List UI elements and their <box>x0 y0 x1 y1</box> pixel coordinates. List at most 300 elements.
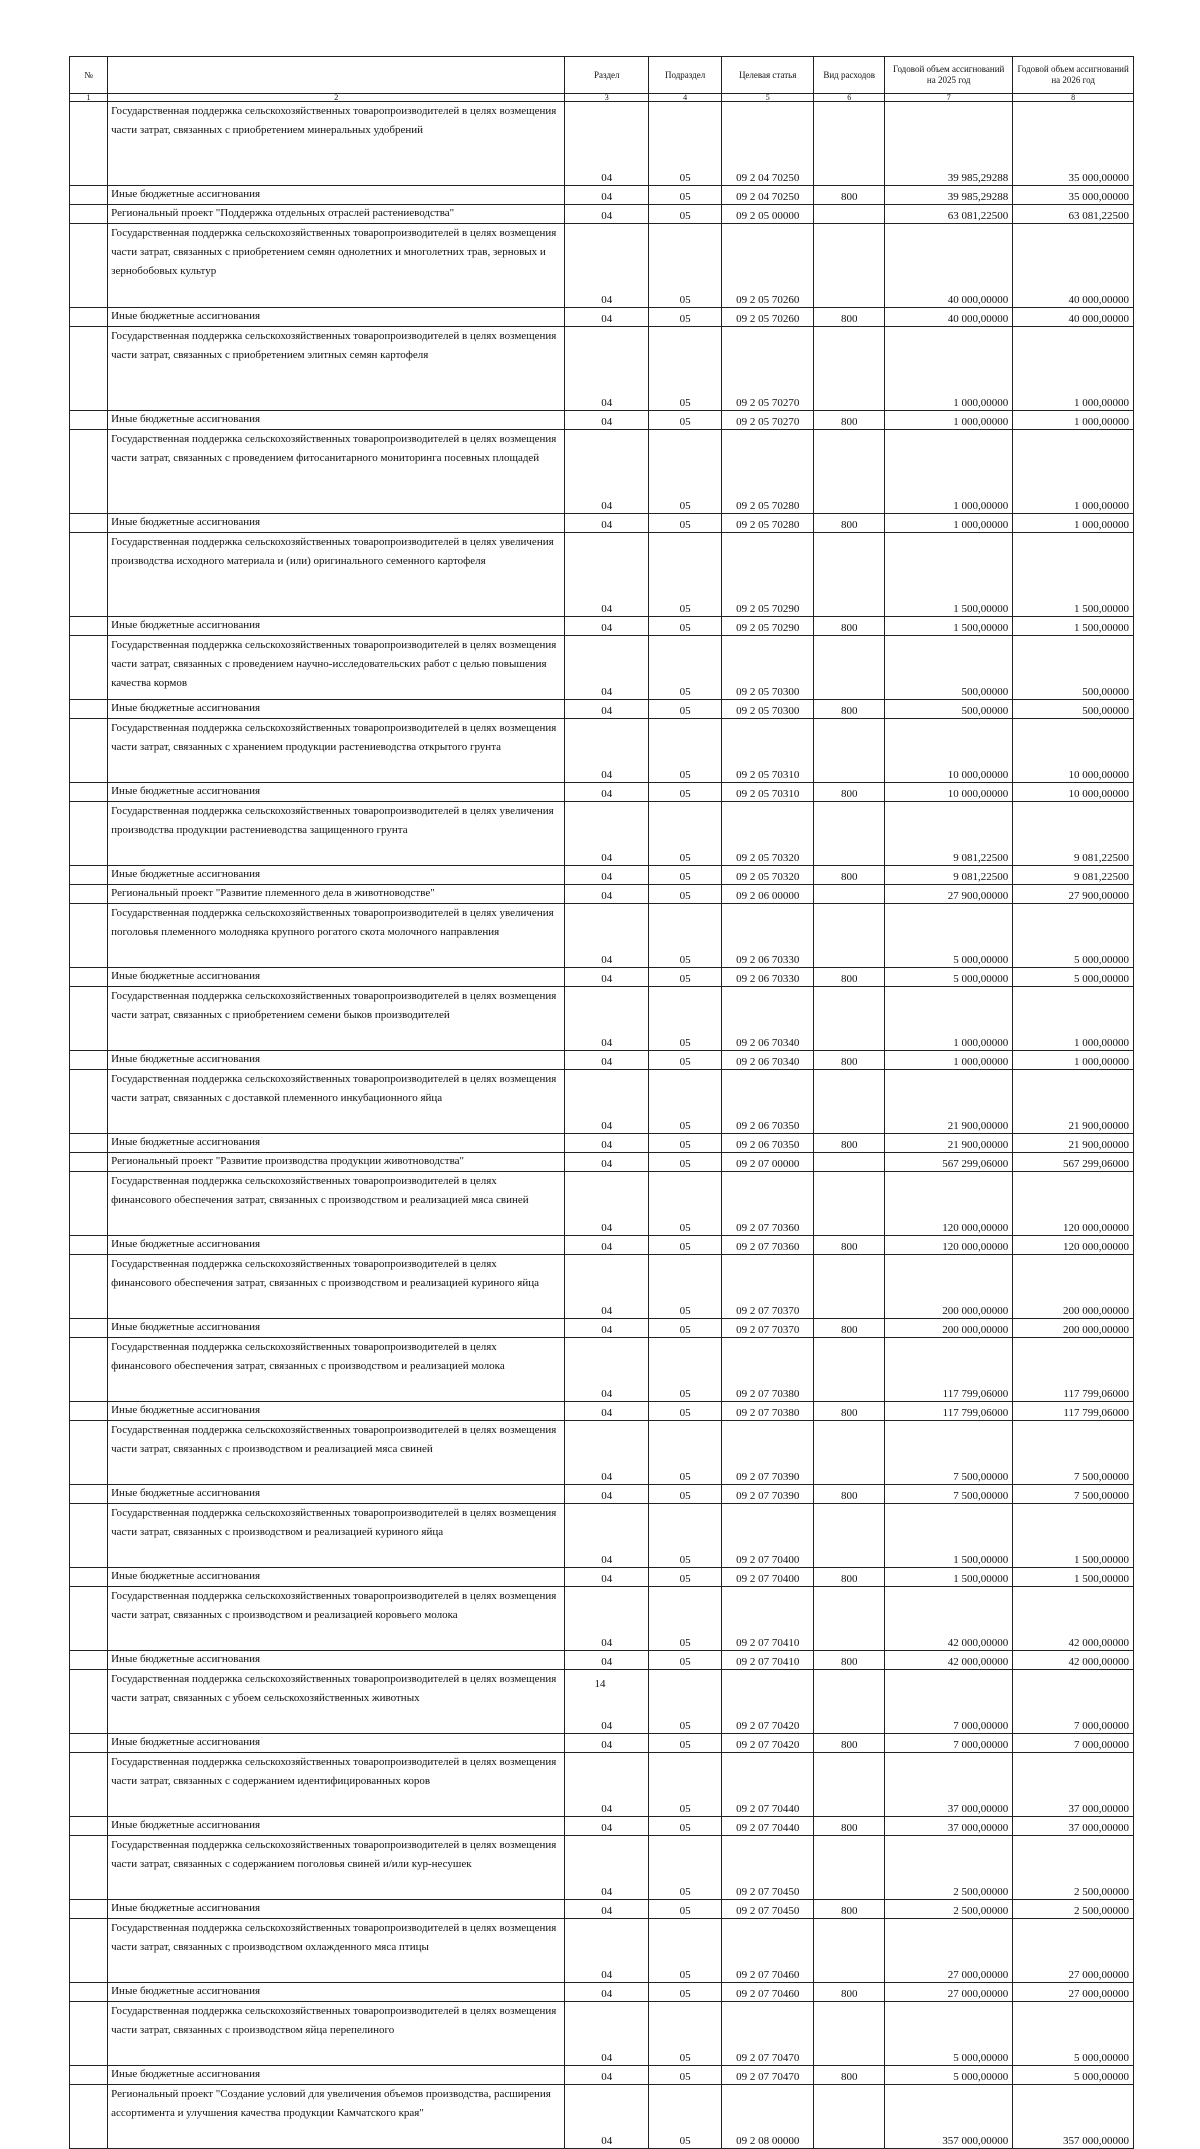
razdel-cell: 04 <box>565 2066 649 2085</box>
target-article-cell: 09 2 05 70320 <box>722 866 814 885</box>
amount-2025-cell: 1 500,00000 <box>885 617 1013 636</box>
table-row <box>70 1817 1134 1836</box>
row-index <box>70 430 108 514</box>
expense-type-cell <box>814 1153 885 1172</box>
amount-2026-cell: 200 000,00000 <box>1013 1255 1134 1319</box>
target-article-cell: 09 2 07 70470 <box>722 2002 814 2066</box>
row-name: Государственная поддержка сельскохозяйственных товаропроизводителей в целях увеличения производства исходного материала и (или) оригинального семенного картофеля <box>108 533 565 617</box>
razdel-cell: 04 <box>565 1734 649 1753</box>
expense-type-cell: 800 <box>814 1402 885 1421</box>
target-article-cell: 09 2 06 70340 <box>722 1051 814 1070</box>
razdel-cell: 04 <box>565 1051 649 1070</box>
amount-2025-cell: 5 000,00000 <box>885 2002 1013 2066</box>
row-name: Государственная поддержка сельскохозяйственных товаропроизводителей в целях возмещения части затрат, связанных с производством и реализацией куриного яйца <box>108 1504 565 1568</box>
column-header: Вид расходов <box>814 57 885 94</box>
razdel-cell: 04 <box>565 1919 649 1983</box>
razdel-cell: 04 <box>565 866 649 885</box>
amount-2025-cell: 10 000,00000 <box>885 783 1013 802</box>
row-name: Иные бюджетные ассигнования <box>108 1319 565 1338</box>
razdel-cell: 04 <box>565 1255 649 1319</box>
row-name: Государственная поддержка сельскохозяйственных товаропроизводителей в целях финансового обеспечения затрат, связанных с производством и реализацией мяса свиней <box>108 1172 565 1236</box>
amount-2025-cell: 5 000,00000 <box>885 904 1013 968</box>
razdel-cell: 04 <box>565 636 649 700</box>
amount-2025-cell: 10 000,00000 <box>885 719 1013 783</box>
amount-2025-cell: 200 000,00000 <box>885 1319 1013 1338</box>
row-index <box>70 1402 108 1421</box>
row-name: Государственная поддержка сельскохозяйственных товаропроизводителей в целях возмещения части затрат, связанных с проведением научно-исследовательских работ с целью повышения качества кормов <box>108 636 565 700</box>
row-index <box>70 1753 108 1817</box>
razdel-cell: 04 <box>565 1402 649 1421</box>
podrazdel-cell: 05 <box>649 904 722 968</box>
razdel-cell: 04 <box>565 1236 649 1255</box>
razdel-cell: 04 <box>565 1836 649 1900</box>
row-name: Иные бюджетные ассигнования <box>108 783 565 802</box>
table-row <box>70 1051 1134 1070</box>
row-name: Государственная поддержка сельскохозяйственных товаропроизводителей в целях финансового обеспечения затрат, связанных с производством и реализацией молока <box>108 1338 565 1402</box>
target-article-cell: 09 2 07 70370 <box>722 1255 814 1319</box>
target-article-cell: 09 2 06 70330 <box>722 904 814 968</box>
table-row <box>70 802 1134 866</box>
header-row <box>70 57 1134 94</box>
row-name: Государственная поддержка сельскохозяйственных товаропроизводителей в целях возмещения части затрат, связанных с приобретением минеральных удобрений <box>108 102 565 186</box>
row-index <box>70 411 108 430</box>
row-name: Государственная поддержка сельскохозяйственных товаропроизводителей в целях возмещения части затрат, связанных с доставкой племенного инкубационного яйца <box>108 1070 565 1134</box>
column-number: 3 <box>565 94 649 102</box>
table-row <box>70 1421 1134 1485</box>
row-name: Государственная поддержка сельскохозяйственных товаропроизводителей в целях увеличения производства продукции растениеводства защищенного грунта <box>108 802 565 866</box>
expense-type-cell: 800 <box>814 1485 885 1504</box>
amount-2026-cell: 35 000,00000 <box>1013 102 1134 186</box>
table-row <box>70 1338 1134 1402</box>
target-article-cell: 09 2 07 70450 <box>722 1900 814 1919</box>
amount-2025-cell: 40 000,00000 <box>885 308 1013 327</box>
amount-2025-cell: 7 500,00000 <box>885 1485 1013 1504</box>
expense-type-cell: 800 <box>814 411 885 430</box>
amount-2026-cell: 21 900,00000 <box>1013 1134 1134 1153</box>
expense-type-cell <box>814 1255 885 1319</box>
row-name: Государственная поддержка сельскохозяйственных товаропроизводителей в целях финансового обеспечения затрат, связанных с производством и реализацией куриного яйца <box>108 1255 565 1319</box>
amount-2026-cell: 500,00000 <box>1013 700 1134 719</box>
table-row <box>70 1319 1134 1338</box>
razdel-cell: 04 <box>565 904 649 968</box>
row-name: Иные бюджетные ассигнования <box>108 700 565 719</box>
expense-type-cell <box>814 102 885 186</box>
podrazdel-cell: 05 <box>649 719 722 783</box>
row-name: Государственная поддержка сельскохозяйственных товаропроизводителей в целях возмещения части затрат, связанных с производством и реализацией коровьего молока <box>108 1587 565 1651</box>
amount-2026-cell: 567 299,06000 <box>1013 1153 1134 1172</box>
razdel-cell: 04 <box>565 1568 649 1587</box>
amount-2025-cell: 500,00000 <box>885 636 1013 700</box>
podrazdel-cell: 05 <box>649 1504 722 1568</box>
amount-2026-cell: 63 081,22500 <box>1013 205 1134 224</box>
row-name: Иные бюджетные ассигнования <box>108 1568 565 1587</box>
razdel-cell: 04 <box>565 2002 649 2066</box>
target-article-cell: 09 2 05 70290 <box>722 533 814 617</box>
amount-2025-cell: 567 299,06000 <box>885 1153 1013 1172</box>
razdel-cell: 04 <box>565 1319 649 1338</box>
row-name: Государственная поддержка сельскохозяйственных товаропроизводителей в целях возмещения части затрат, связанных с приобретением семян однолетних и многолетних трав, зерновых и зернобобовых культур <box>108 224 565 308</box>
podrazdel-cell: 05 <box>649 1919 722 1983</box>
podrazdel-cell: 05 <box>649 885 722 904</box>
target-article-cell: 09 2 07 70420 <box>722 1734 814 1753</box>
amount-2026-cell: 1 000,00000 <box>1013 514 1134 533</box>
target-article-cell: 09 2 07 70360 <box>722 1236 814 1255</box>
podrazdel-cell: 05 <box>649 205 722 224</box>
expense-type-cell <box>814 987 885 1051</box>
column-number: 4 <box>649 94 722 102</box>
amount-2025-cell: 27 000,00000 <box>885 1919 1013 1983</box>
table-row <box>70 308 1134 327</box>
amount-2026-cell: 117 799,06000 <box>1013 1338 1134 1402</box>
expense-type-cell <box>814 1421 885 1485</box>
amount-2025-cell: 1 500,00000 <box>885 533 1013 617</box>
podrazdel-cell: 05 <box>649 1402 722 1421</box>
row-index <box>70 1734 108 1753</box>
target-article-cell: 09 2 05 00000 <box>722 205 814 224</box>
razdel-cell: 04 <box>565 186 649 205</box>
podrazdel-cell: 05 <box>649 783 722 802</box>
table-row <box>70 1504 1134 1568</box>
expense-type-cell <box>814 1587 885 1651</box>
razdel-cell: 04 <box>565 1983 649 2002</box>
amount-2025-cell: 27 000,00000 <box>885 1983 1013 2002</box>
amount-2025-cell: 37 000,00000 <box>885 1817 1013 1836</box>
table-row <box>70 1734 1134 1753</box>
amount-2025-cell: 21 900,00000 <box>885 1134 1013 1153</box>
row-index <box>70 1836 108 1900</box>
row-index <box>70 802 108 866</box>
column-header: № <box>70 57 108 94</box>
row-index <box>70 1255 108 1319</box>
table-row <box>70 885 1134 904</box>
amount-2026-cell: 21 900,00000 <box>1013 1070 1134 1134</box>
amount-2025-cell: 37 000,00000 <box>885 1753 1013 1817</box>
amount-2025-cell: 1 000,00000 <box>885 1051 1013 1070</box>
razdel-cell: 04 <box>565 1651 649 1670</box>
amount-2026-cell: 40 000,00000 <box>1013 224 1134 308</box>
podrazdel-cell: 05 <box>649 1568 722 1587</box>
column-header: Раздел <box>565 57 649 94</box>
row-name: Государственная поддержка сельскохозяйственных товаропроизводителей в целях возмещения части затрат, связанных с убоем сельскохозяйственных животных <box>108 1670 565 1734</box>
amount-2025-cell: 357 000,00000 <box>885 2085 1013 2149</box>
podrazdel-cell: 05 <box>649 1587 722 1651</box>
column-number: 8 <box>1013 94 1134 102</box>
expense-type-cell <box>814 1172 885 1236</box>
podrazdel-cell: 05 <box>649 700 722 719</box>
razdel-cell: 04 <box>565 1134 649 1153</box>
row-index <box>70 636 108 700</box>
amount-2026-cell: 27 000,00000 <box>1013 1919 1134 1983</box>
podrazdel-cell: 05 <box>649 327 722 411</box>
amount-2025-cell: 27 900,00000 <box>885 885 1013 904</box>
amount-2025-cell: 39 985,29288 <box>885 186 1013 205</box>
podrazdel-cell: 05 <box>649 1900 722 1919</box>
row-name: Иные бюджетные ассигнования <box>108 1734 565 1753</box>
target-article-cell: 09 2 07 70380 <box>722 1402 814 1421</box>
row-name: Государственная поддержка сельскохозяйственных товаропроизводителей в целях возмещения части затрат, связанных с производством яйца перепелиного <box>108 2002 565 2066</box>
target-article-cell: 09 2 07 70420 <box>722 1670 814 1734</box>
row-index <box>70 719 108 783</box>
table-row <box>70 2085 1134 2149</box>
table-row <box>70 514 1134 533</box>
target-article-cell: 09 2 05 70290 <box>722 617 814 636</box>
podrazdel-cell: 05 <box>649 1753 722 1817</box>
amount-2026-cell: 7 500,00000 <box>1013 1485 1134 1504</box>
row-index <box>70 1319 108 1338</box>
amount-2026-cell: 500,00000 <box>1013 636 1134 700</box>
podrazdel-cell: 05 <box>649 1817 722 1836</box>
target-article-cell: 09 2 05 70280 <box>722 430 814 514</box>
expense-type-cell <box>814 636 885 700</box>
row-name: Государственная поддержка сельскохозяйственных товаропроизводителей в целях возмещения части затрат, связанных с приобретением элитных семян картофеля <box>108 327 565 411</box>
column-header <box>108 57 565 94</box>
podrazdel-cell: 05 <box>649 1051 722 1070</box>
table-row <box>70 1402 1134 1421</box>
amount-2025-cell: 1 000,00000 <box>885 430 1013 514</box>
podrazdel-cell: 05 <box>649 1651 722 1670</box>
amount-2026-cell: 5 000,00000 <box>1013 904 1134 968</box>
row-index <box>70 1568 108 1587</box>
table-row <box>70 1153 1134 1172</box>
column-number: 7 <box>885 94 1013 102</box>
amount-2026-cell: 357 000,00000 <box>1013 2085 1134 2149</box>
amount-2025-cell: 120 000,00000 <box>885 1236 1013 1255</box>
row-index <box>70 102 108 186</box>
razdel-cell: 04 <box>565 2085 649 2149</box>
amount-2025-cell: 9 081,22500 <box>885 866 1013 885</box>
amount-2026-cell: 10 000,00000 <box>1013 783 1134 802</box>
expense-type-cell <box>814 1070 885 1134</box>
row-name: Региональный проект "Поддержка отдельных отраслей растениеводства" <box>108 205 565 224</box>
podrazdel-cell: 05 <box>649 1236 722 1255</box>
table-row <box>70 1983 1134 2002</box>
podrazdel-cell: 05 <box>649 866 722 885</box>
table-row <box>70 1587 1134 1651</box>
podrazdel-cell: 05 <box>649 1070 722 1134</box>
expense-type-cell <box>814 719 885 783</box>
podrazdel-cell: 05 <box>649 1836 722 1900</box>
amount-2026-cell: 1 500,00000 <box>1013 617 1134 636</box>
amount-2025-cell: 1 500,00000 <box>885 1504 1013 1568</box>
target-article-cell: 09 2 05 70270 <box>722 411 814 430</box>
target-article-cell: 09 2 05 70300 <box>722 700 814 719</box>
amount-2026-cell: 200 000,00000 <box>1013 1319 1134 1338</box>
razdel-cell: 04 <box>565 1817 649 1836</box>
target-article-cell: 09 2 07 70360 <box>722 1172 814 1236</box>
podrazdel-cell: 05 <box>649 308 722 327</box>
table-row <box>70 411 1134 430</box>
amount-2026-cell: 9 081,22500 <box>1013 866 1134 885</box>
amount-2026-cell: 1 500,00000 <box>1013 533 1134 617</box>
amount-2026-cell: 5 000,00000 <box>1013 968 1134 987</box>
row-name: Иные бюджетные ассигнования <box>108 1402 565 1421</box>
razdel-cell: 04 <box>565 1485 649 1504</box>
expense-type-cell <box>814 2085 885 2149</box>
table-row <box>70 533 1134 617</box>
razdel-cell: 04 <box>565 327 649 411</box>
razdel-cell: 04 <box>565 205 649 224</box>
table-row <box>70 1900 1134 1919</box>
expense-type-cell: 800 <box>814 1134 885 1153</box>
razdel-cell: 04 <box>565 224 649 308</box>
amount-2026-cell: 27 900,00000 <box>1013 885 1134 904</box>
expense-type-cell <box>814 1919 885 1983</box>
row-index <box>70 617 108 636</box>
table-row <box>70 205 1134 224</box>
expense-type-cell <box>814 430 885 514</box>
row-index <box>70 308 108 327</box>
row-index <box>70 1134 108 1153</box>
podrazdel-cell: 05 <box>649 514 722 533</box>
amount-2026-cell: 10 000,00000 <box>1013 719 1134 783</box>
row-name: Государственная поддержка сельскохозяйственных товаропроизводителей в целях возмещения части затрат, связанных с содержанием идентифицированных коров <box>108 1753 565 1817</box>
column-header: Целевая статья <box>722 57 814 94</box>
amount-2025-cell: 2 500,00000 <box>885 1836 1013 1900</box>
table-row <box>70 968 1134 987</box>
table-row <box>70 783 1134 802</box>
amount-2026-cell: 120 000,00000 <box>1013 1172 1134 1236</box>
expense-type-cell <box>814 327 885 411</box>
amount-2026-cell: 1 000,00000 <box>1013 411 1134 430</box>
amount-2025-cell: 7 000,00000 <box>885 1734 1013 1753</box>
podrazdel-cell: 05 <box>649 987 722 1051</box>
amount-2025-cell: 5 000,00000 <box>885 2066 1013 2085</box>
expense-type-cell: 800 <box>814 968 885 987</box>
amount-2026-cell: 1 000,00000 <box>1013 1051 1134 1070</box>
razdel-cell: 04 <box>565 1504 649 1568</box>
amount-2025-cell: 1 000,00000 <box>885 411 1013 430</box>
table-row <box>70 1255 1134 1319</box>
row-index <box>70 968 108 987</box>
target-article-cell: 09 2 07 70400 <box>722 1504 814 1568</box>
row-index <box>70 533 108 617</box>
table-row <box>70 1172 1134 1236</box>
table-row <box>70 1236 1134 1255</box>
row-index <box>70 186 108 205</box>
amount-2025-cell: 9 081,22500 <box>885 802 1013 866</box>
podrazdel-cell: 05 <box>649 1319 722 1338</box>
row-name: Иные бюджетные ассигнования <box>108 1236 565 1255</box>
table-row <box>70 617 1134 636</box>
row-index <box>70 1504 108 1568</box>
razdel-cell: 04 <box>565 1338 649 1402</box>
expense-type-cell <box>814 885 885 904</box>
table-row <box>70 1568 1134 1587</box>
expense-type-cell: 800 <box>814 700 885 719</box>
row-index <box>70 866 108 885</box>
row-name: Региональный проект "Развитие производства продукции животноводства" <box>108 1153 565 1172</box>
amount-2026-cell: 5 000,00000 <box>1013 2066 1134 2085</box>
amount-2026-cell: 2 500,00000 <box>1013 1836 1134 1900</box>
razdel-cell: 04 <box>565 308 649 327</box>
podrazdel-cell: 05 <box>649 1670 722 1734</box>
column-header: Годовой объем ассигнований на 2025 год <box>885 57 1013 94</box>
table-row <box>70 2002 1134 2066</box>
amount-2026-cell: 37 000,00000 <box>1013 1753 1134 1817</box>
target-article-cell: 09 2 07 70390 <box>722 1485 814 1504</box>
razdel-cell: 04 <box>565 783 649 802</box>
amount-2026-cell: 1 000,00000 <box>1013 430 1134 514</box>
razdel-cell: 04 <box>565 1172 649 1236</box>
amount-2025-cell: 117 799,06000 <box>885 1338 1013 1402</box>
row-name: Иные бюджетные ассигнования <box>108 1817 565 1836</box>
table-row <box>70 186 1134 205</box>
target-article-cell: 09 2 06 70350 <box>722 1070 814 1134</box>
row-name: Государственная поддержка сельскохозяйственных товаропроизводителей в целях возмещения части затрат, связанных с проведением фитосанитарного мониторинга посевных площадей <box>108 430 565 514</box>
target-article-cell: 09 2 05 70260 <box>722 308 814 327</box>
podrazdel-cell: 05 <box>649 430 722 514</box>
razdel-cell: 04 <box>565 1900 649 1919</box>
page-number: 14 <box>594 1678 606 1690</box>
row-index <box>70 1587 108 1651</box>
expense-type-cell <box>814 224 885 308</box>
row-index <box>70 1421 108 1485</box>
table-row <box>70 1753 1134 1817</box>
razdel-cell: 04 <box>565 1753 649 1817</box>
amount-2026-cell: 120 000,00000 <box>1013 1236 1134 1255</box>
target-article-cell: 09 2 05 70310 <box>722 719 814 783</box>
amount-2026-cell: 35 000,00000 <box>1013 186 1134 205</box>
table-row <box>70 2066 1134 2085</box>
row-index <box>70 224 108 308</box>
target-article-cell: 09 2 07 70380 <box>722 1338 814 1402</box>
row-index <box>70 1919 108 1983</box>
podrazdel-cell: 05 <box>649 1485 722 1504</box>
expense-type-cell: 800 <box>814 1236 885 1255</box>
amount-2026-cell: 5 000,00000 <box>1013 2002 1134 2066</box>
column-number: 5 <box>722 94 814 102</box>
razdel-cell: 04 <box>565 885 649 904</box>
amount-2025-cell: 500,00000 <box>885 700 1013 719</box>
podrazdel-cell: 05 <box>649 802 722 866</box>
table-row <box>70 636 1134 700</box>
razdel-cell: 04 <box>565 430 649 514</box>
amount-2026-cell: 7 000,00000 <box>1013 1670 1134 1734</box>
amount-2026-cell: 7 000,00000 <box>1013 1734 1134 1753</box>
target-article-cell: 09 2 06 70350 <box>722 1134 814 1153</box>
row-name: Государственная поддержка сельскохозяйственных товаропроизводителей в целях возмещения части затрат, связанных с приобретением семени быков производителей <box>108 987 565 1051</box>
row-name: Иные бюджетные ассигнования <box>108 186 565 205</box>
table-row <box>70 1919 1134 1983</box>
razdel-cell: 04 <box>565 1070 649 1134</box>
amount-2025-cell: 39 985,29288 <box>885 102 1013 186</box>
row-index <box>70 205 108 224</box>
amount-2025-cell: 21 900,00000 <box>885 1070 1013 1134</box>
expense-type-cell: 800 <box>814 783 885 802</box>
amount-2025-cell: 63 081,22500 <box>885 205 1013 224</box>
table-row <box>70 1485 1134 1504</box>
row-name: Государственная поддержка сельскохозяйственных товаропроизводителей в целях возмещения части затрат, связанных с производством и реализацией мяса свиней <box>108 1421 565 1485</box>
row-name: Иные бюджетные ассигнования <box>108 1485 565 1504</box>
row-index <box>70 1817 108 1836</box>
row-index <box>70 1153 108 1172</box>
row-name: Иные бюджетные ассигнования <box>108 411 565 430</box>
amount-2025-cell: 200 000,00000 <box>885 1255 1013 1319</box>
expense-type-cell: 800 <box>814 1651 885 1670</box>
razdel-cell: 04 <box>565 1670 649 1734</box>
row-index <box>70 1900 108 1919</box>
podrazdel-cell: 05 <box>649 1421 722 1485</box>
column-number: 1 <box>70 94 108 102</box>
row-name: Иные бюджетные ассигнования <box>108 308 565 327</box>
target-article-cell: 09 2 07 70460 <box>722 1983 814 2002</box>
amount-2026-cell: 27 000,00000 <box>1013 1983 1134 2002</box>
podrazdel-cell: 05 <box>649 1983 722 2002</box>
podrazdel-cell: 05 <box>649 2085 722 2149</box>
amount-2026-cell: 37 000,00000 <box>1013 1817 1134 1836</box>
amount-2025-cell: 42 000,00000 <box>885 1587 1013 1651</box>
expense-type-cell: 800 <box>814 308 885 327</box>
